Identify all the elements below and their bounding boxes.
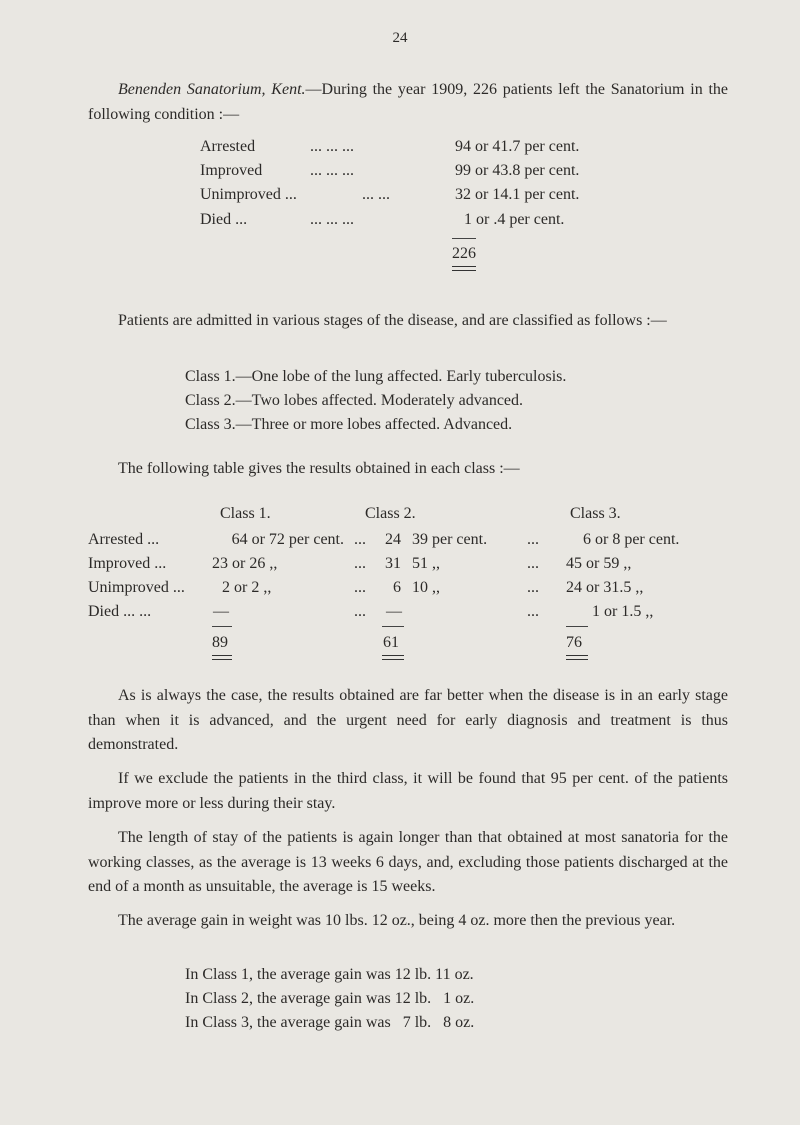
table-total-class-1: 89 (212, 634, 228, 651)
table-cell-class-2-count: 6 (393, 579, 401, 596)
table-header-class-2: Class 2. (365, 505, 416, 522)
paragraph-length-of-stay: The length of stay of the patients is again longer than that obtained at most sanatoria for the working classes, as the average is 13 weeks 6 days, and, excluding those patients discharged at the end of a month as unsuitable, the average is 15 weeks. (88, 829, 728, 895)
intro-paragraph (88, 78, 728, 127)
paragraph-third-class: If we exclude the patients in the third class, it will be found that 95 per cent. of the patients improve more or less during their stay. (88, 770, 728, 812)
condition-dots: ... ... ... (310, 138, 354, 155)
table-cell-class-2-pct: 51 ,, (412, 555, 440, 572)
condition-value: 94 or 41.7 per cent. (455, 138, 580, 155)
total-rule (382, 626, 404, 627)
table-cell-class-3: 6 or 8 per cent. (583, 531, 680, 548)
table-separator: ... (527, 579, 539, 596)
condition-label: Unimproved ... (200, 186, 297, 203)
table-row-label: Arrested ... (88, 531, 160, 548)
class-definition: Class 2.—Two lobes affected. Moderately advanced. (185, 392, 524, 409)
table-row-label: Improved ... (88, 555, 167, 572)
table-row-label: Died ... ... (88, 603, 152, 620)
table-cell-class-2-pct: 39 per cent. (412, 531, 488, 548)
table-intro: The following table gives the results obtained in each class :— (118, 460, 520, 477)
table-cell-class-2-count: — (386, 603, 402, 620)
weight-gain-class-1: In Class 1, the average gain was 12 lb. 11 oz. (185, 966, 474, 983)
page-number: 24 (392, 30, 408, 46)
table-header-class-3: Class 3. (570, 505, 621, 522)
class-definition: Class 3.—Three or more lobes affected. Advanced. (185, 416, 513, 433)
condition-value: 1 or .4 per cent. (464, 211, 565, 228)
table-total-class-3: 76 (566, 634, 582, 651)
condition-label: Died ... (200, 211, 248, 228)
total-rule (212, 626, 232, 627)
table-cell-class-3: 45 or 59 ,, (566, 555, 632, 572)
table-cell-class-3: 1 or 1.5 ,, (592, 603, 654, 620)
table-cell-class-2-pct: 10 ,, (412, 579, 440, 596)
table-separator: ... (527, 555, 539, 572)
condition-value: 99 or 43.8 per cent. (455, 162, 580, 179)
table-cell-class-2-count: 24 (385, 531, 401, 548)
table-cell-class-1: 64 or 72 per cent. (231, 531, 344, 548)
classification-intro: Patients are admitted in various stages of the disease, and are classified as follows :— (118, 312, 667, 329)
table-separator: ... (354, 603, 366, 620)
condition-dots: ... ... (362, 186, 390, 203)
table-separator: ... (354, 555, 366, 572)
intro-text: —During the year 1909, 226 patients left the Sanatorium in the following condition :— (88, 81, 729, 123)
paragraph-early-diagnosis: As is always the case, the results obtained are far better when the disease is in an early stage than when it is advanced, and the urgent need for early diagnosis and treatment is thus demonstrated. (88, 687, 728, 753)
condition-label: Arrested (200, 138, 256, 155)
condition-dots: ... ... ... (310, 211, 354, 228)
table-separator: ... (354, 531, 366, 548)
table-row-label: Unimproved ... (88, 579, 185, 596)
table-separator: ... (527, 531, 539, 548)
intro-place: Benenden Sanatorium, Kent. (118, 81, 306, 98)
total-double-rule (452, 266, 476, 271)
class-definition: Class 1.—One lobe of the lung affected. Early tuberculosis. (185, 368, 567, 385)
table-cell-class-1: — (213, 603, 229, 620)
paragraph-weight-gain: The average gain in weight was 10 lbs. 12 oz., being 4 oz. more then the previous year. (118, 912, 676, 929)
table-cell-class-1: 23 or 26 ,, (212, 555, 278, 572)
condition-value: 32 or 14.1 per cent. (455, 186, 580, 203)
table-separator: ... (527, 603, 539, 620)
table-cell-class-2-count: 31 (385, 555, 401, 572)
table-separator: ... (354, 579, 366, 596)
table-total-class-2: 61 (383, 634, 399, 651)
table-cell-class-3: 24 or 31.5 ,, (566, 579, 644, 596)
weight-gain-class-3: In Class 3, the average gain was 7 lb. 8 oz. (185, 1014, 475, 1031)
total-rule (566, 626, 588, 627)
table-header-class-1: Class 1. (220, 505, 271, 522)
total-double-rule (566, 655, 588, 660)
condition-dots: ... ... ... (310, 162, 354, 179)
total-rule (452, 238, 476, 239)
weight-gain-class-2: In Class 2, the average gain was 12 lb. 1 oz. (185, 990, 475, 1007)
table-cell-class-1: 2 or 2 ,, (222, 579, 272, 596)
total-double-rule (212, 655, 232, 660)
conditions-total: 226 (452, 245, 476, 262)
condition-label: Improved (200, 162, 263, 179)
total-double-rule (382, 655, 404, 660)
